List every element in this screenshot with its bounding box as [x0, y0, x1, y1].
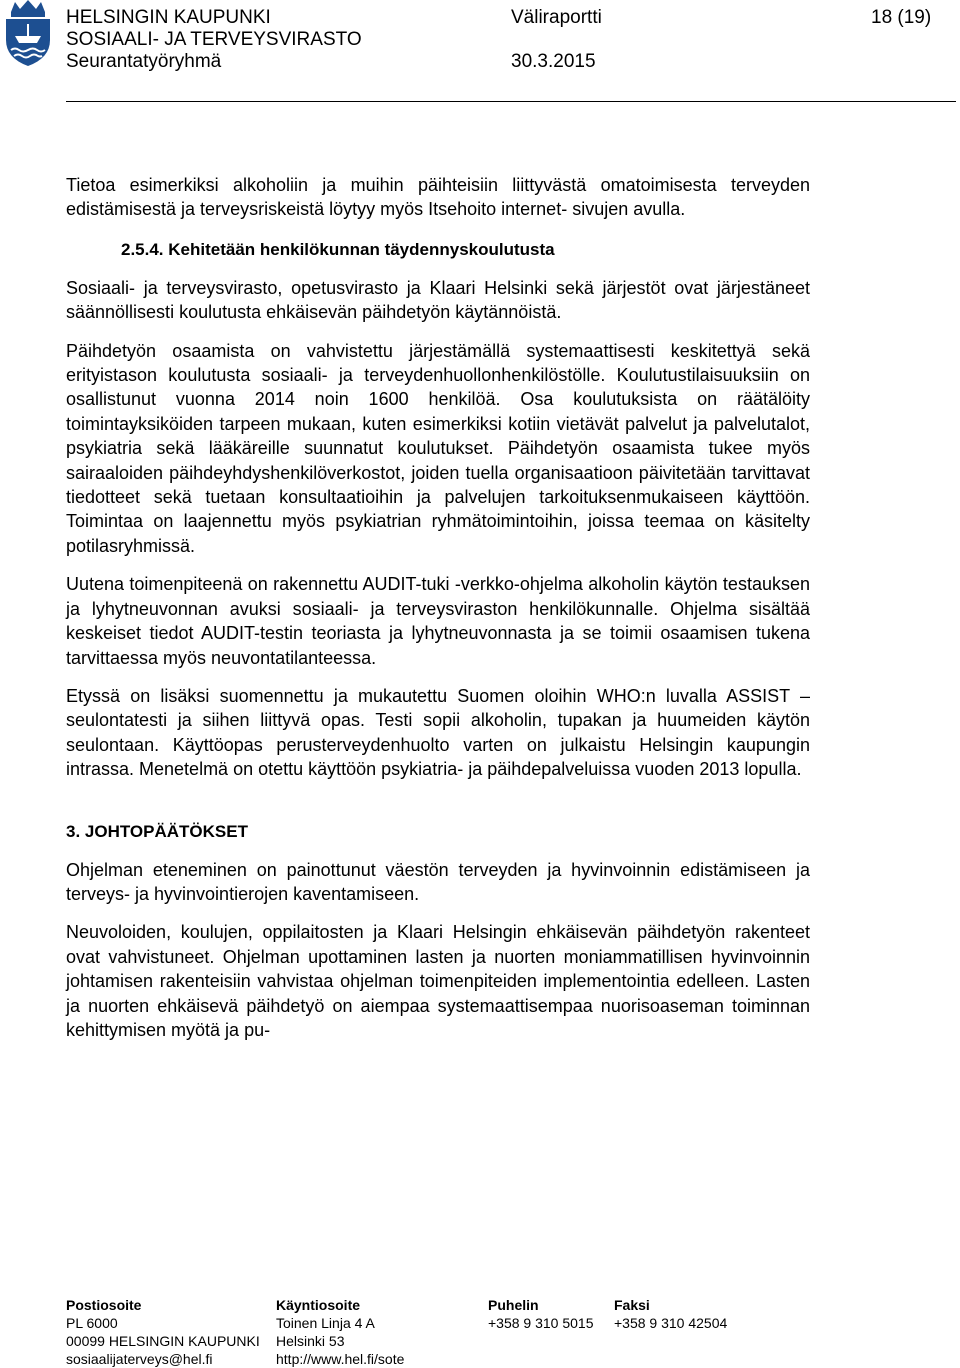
page-number: 18 (19) [871, 7, 932, 28]
document-body [66, 173, 810, 1042]
footer-postal-address [66, 1296, 260, 1368]
org-name: HELSINGIN KAUPUNKI [66, 7, 271, 28]
footer-phone-number: +358 9 310 5015 [488, 1315, 594, 1331]
document-date: 30.3.2015 [511, 51, 596, 72]
footer-visiting-line2: Helsinki 53 [276, 1333, 345, 1349]
section-heading-2-5-4: 2.5.4. Kehitetään henkilökunnan täydennyskoulutusta [121, 239, 555, 259]
footer-website-link[interactable]: http://www.hel.fi/sote [276, 1351, 405, 1367]
footer-fax-number: +358 9 310 42504 [614, 1315, 728, 1331]
footer-fax [614, 1296, 727, 1332]
footer-phone-label: Puhelin [488, 1297, 539, 1313]
group-name: Seurantatyöryhmä [66, 51, 222, 72]
paragraph-intro: Tietoa esimerkiksi alkoholiin ja muihin päihteisiin liittyvästä omatoimisesta terveyden edistämisestä ja terveysriskeistä löytyy myös Itsehoito internet- sivujen avulla. [66, 175, 810, 220]
footer-postal-label: Postiosoite [66, 1297, 142, 1313]
paragraph: Sosiaali- ja terveysvirasto, opetusvirasto ja Klaari Helsinki sekä järjestöt ovat järjestäneet säännöllisesti koulutusta ehkäisevän päihdetyön käytännöistä. [66, 277, 810, 323]
helsinki-coat-of-arms-logo [2, 0, 54, 66]
paragraph: Etyssä on lisäksi suomennettu ja mukautettu Suomen oloihin WHO:n luvalla ASSIST –seulontatesti ja siihen liittyvä opas. Testi sopii alkoholin, tupakan ja huumeiden käytön seulontaan. Käyttöopas perusterveydenhuolto varten on julkaistu Helsingin kaupungin intrassa. Menetelmä on otettu käyttöön psykiatria- ja päihdepalveluissa vuoden 2013 lopulla. [66, 685, 810, 780]
paragraph: Ohjelman eteneminen on painottunut väestön terveyden ja hyvinvoinnin edistämiseen ja terveys- ja hyvinvointierojen kaventamiseen. [66, 859, 810, 904]
paragraph: Uutena toimenpiteenä on rakennettu AUDIT-tuki -verkko-ohjelma alkoholin käytön testauksen ja lyhytneuvonnan avuksi sosiaali- ja terveysviraston henkilökunnalle. Ohjelma sisältää keskeiset tiedot AUDIT-testin teoriasta ja lyhytneuvonnasta ja se toimii osaamisen tukena tarvittaessa myös neuvontatilanteessa. [66, 574, 810, 668]
paragraph: Neuvoloiden, koulujen, oppilaitosten ja Klaari Helsingin ehkäisevän päihdetyön rakenteet ovat vahvistuneet. Ohjelman upottaminen lasten ja nuorten moniammatillisen hyvinvoinnin johtamisen rakenteisiin vahvistaa ohjelman toimenpiteiden implementointia edelleen. Lasten ja nuorten ehkäisevä päihdetyö on aiempaa systemaattisempaa nuorisoaseman toiminnan kehittymisen myötä ja pu- [66, 922, 810, 1040]
footer-postal-line2: 00099 HELSINGIN KAUPUNKI [66, 1333, 260, 1349]
section-heading-3: 3. JOHTOPÄÄTÖKSET [66, 821, 248, 841]
footer-visiting-label: Käyntiosoite [276, 1297, 361, 1313]
header-divider [66, 101, 956, 102]
footer-email[interactable]: sosiaalijaterveys@hel.fi [66, 1351, 213, 1367]
department-name: SOSIAALI- JA TERVEYSVIRASTO [66, 29, 362, 50]
footer-postal-line1: PL 6000 [66, 1315, 118, 1331]
footer-phone [488, 1296, 594, 1332]
footer-visiting-line1: Toinen Linja 4 A [276, 1315, 375, 1331]
footer-fax-label: Faksi [614, 1297, 650, 1313]
document-type: Väliraportti [511, 7, 602, 28]
paragraph: Päihdetyön osaamista on vahvistettu järjestämällä systemaattisesti keskitettyä sekä erityistason koulutusta sosiaali- ja terveydenhuollonhenkilöstölle. Koulutustilaisuuksiin on osallistunut vuonna 2014 noin 1600 henkilöä. Osa koulutuksista on räätälöity toimintayksiköiden tarpeen mukaan, kuten esimerkiksi kotiin vietävät palvelut ja palvelutalot, psykiatria sekä lääkäreille suunnatut koulutukset. Päihdetyön osaamista tukee myös sairaaloiden päihdeyhdyshenkilöverkostot, joiden tuella organisaatioon päivitetään tarvittavat tiedotteet sekä tuetaan konsultaatioihin ja palvelujen tarkoituksenmukaiseen käyttöön. Toimintaa on laajennettu myös psykiatrian ryhmätoimintoihin, joissa teemaa on käsitelty potilasryhmissä. [66, 340, 810, 556]
footer-visiting-address [276, 1296, 404, 1368]
